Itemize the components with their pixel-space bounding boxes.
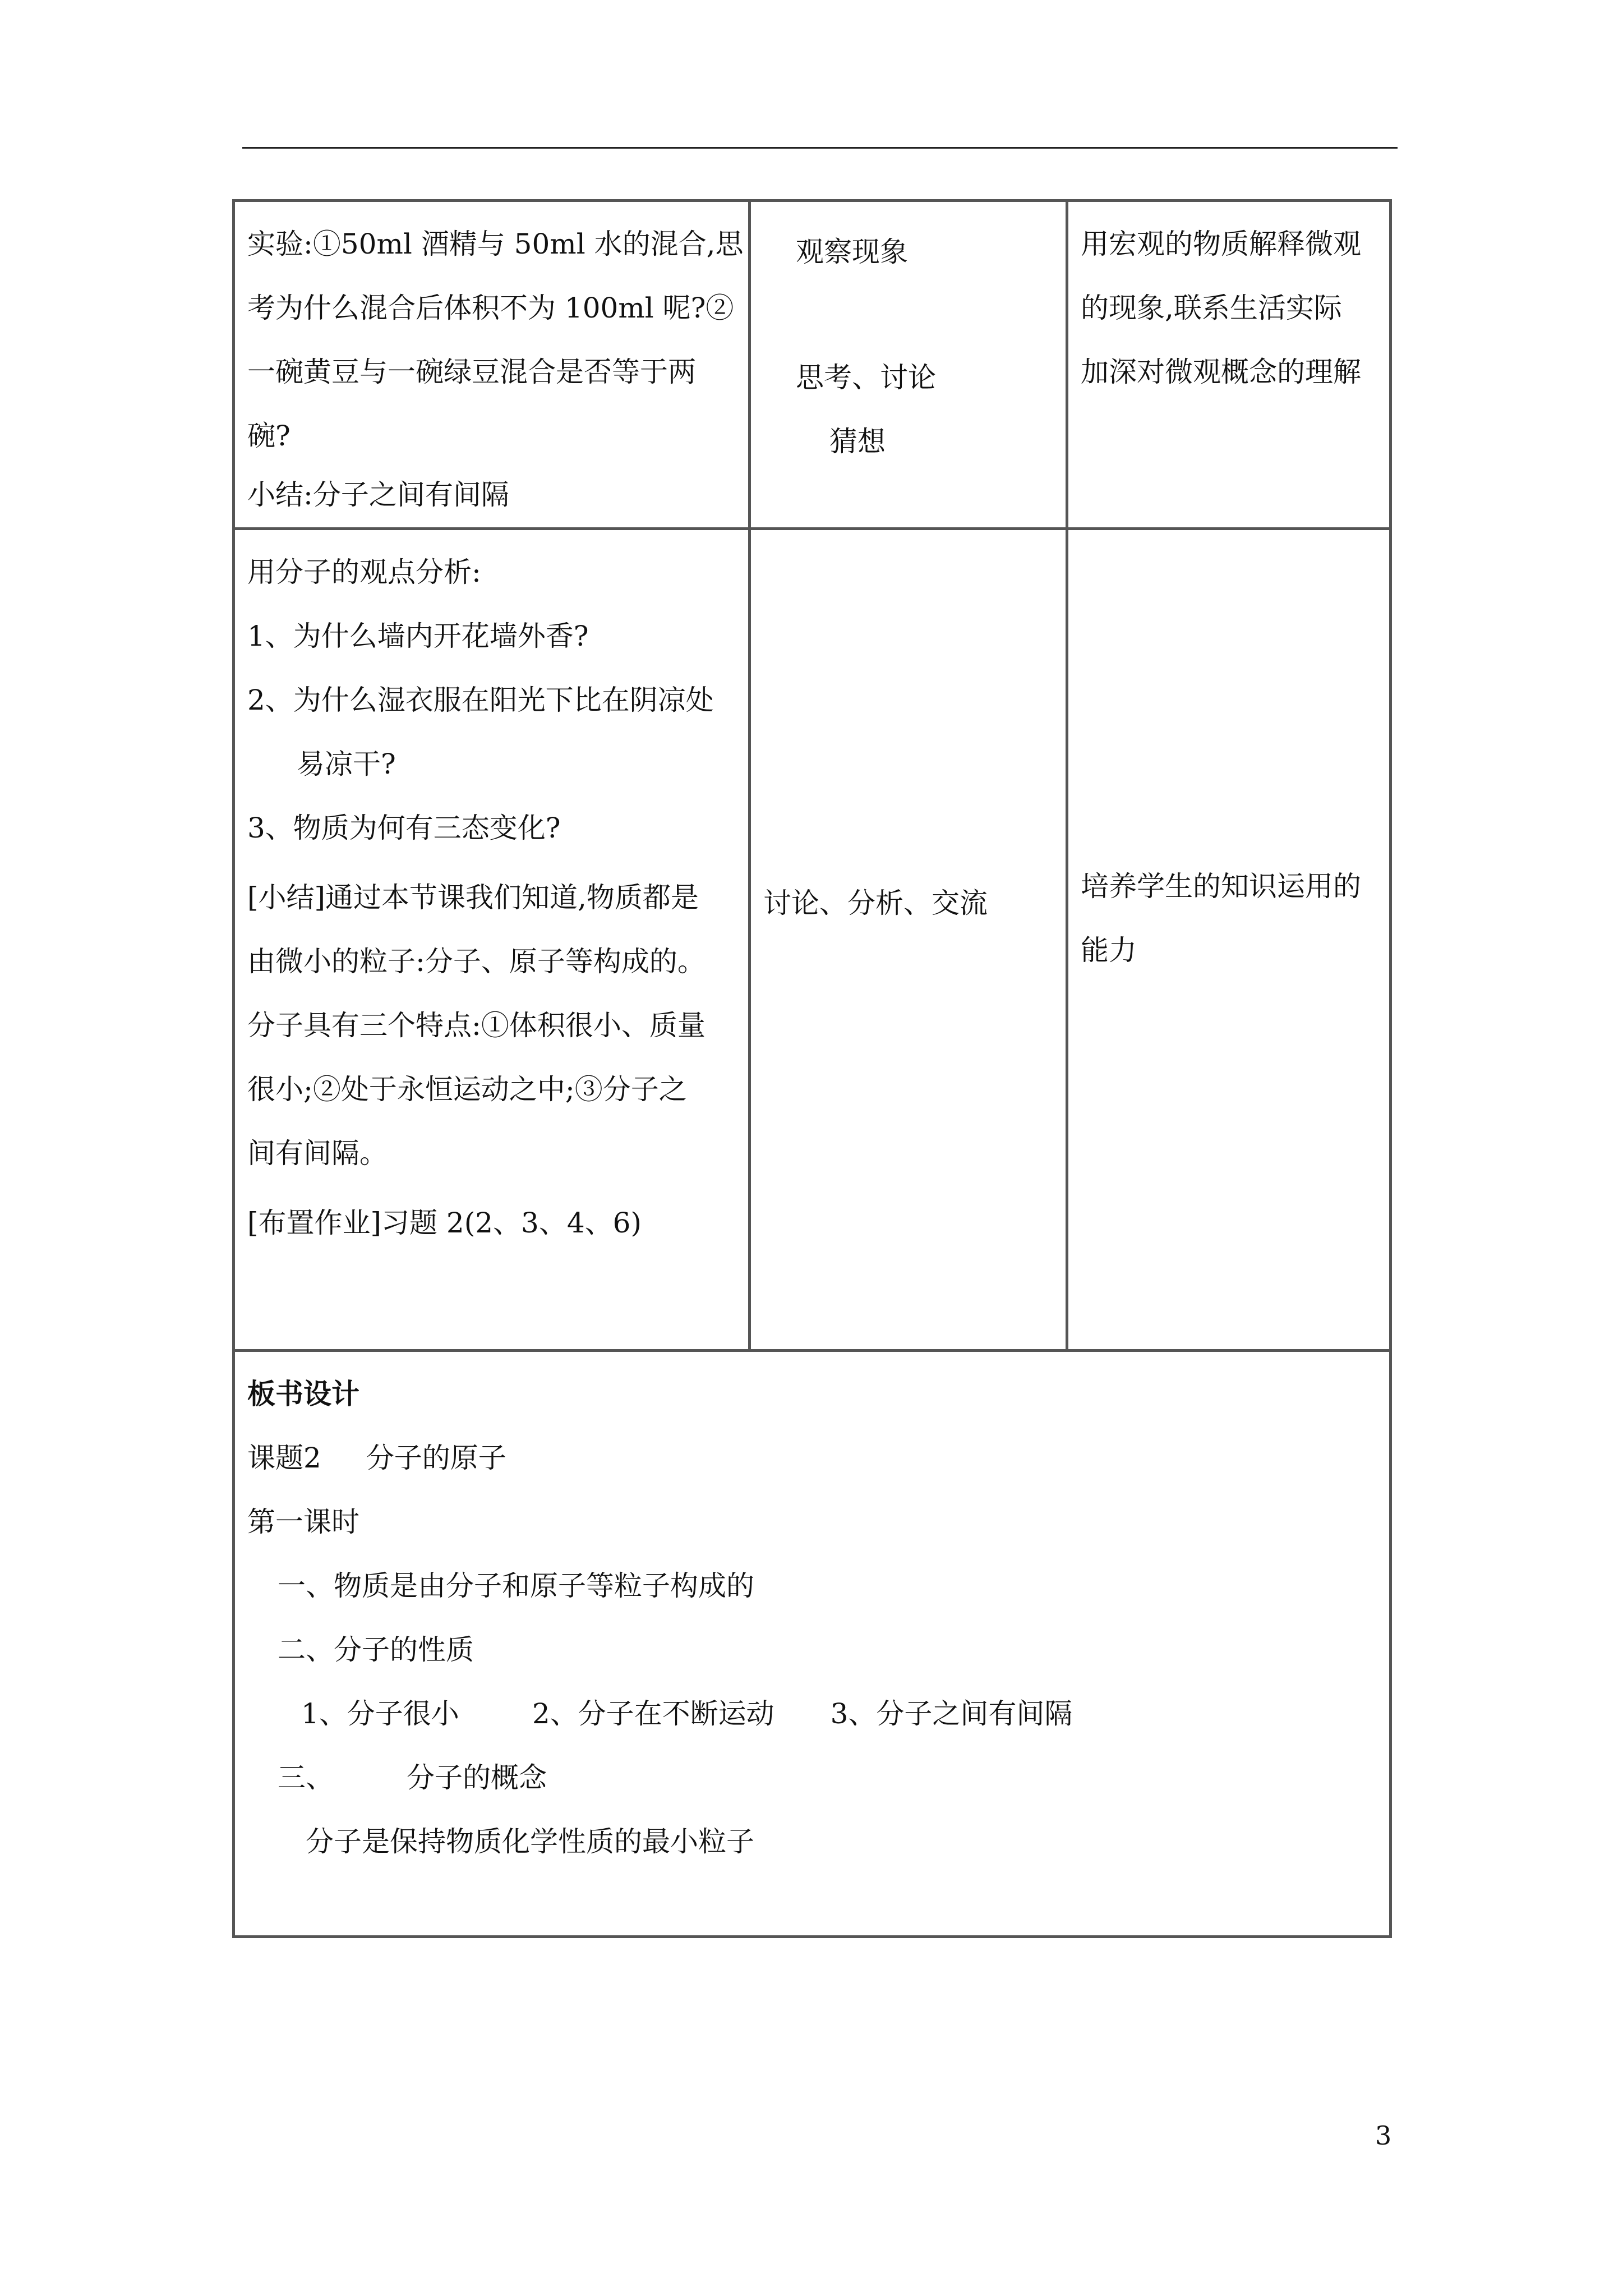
teacher-activity-cell xyxy=(235,202,751,527)
cell-line: 小结:分子之间有间隔 xyxy=(247,478,509,511)
cell-line: 很小;②处于永恒运动之中;③分子之 xyxy=(247,1073,687,1106)
cell-line: 的现象,联系生活实际 xyxy=(1081,292,1342,324)
header-rule xyxy=(242,147,1398,149)
cell-line: 间有间隔。 xyxy=(247,1137,388,1170)
lesson-period: 第一课时 xyxy=(247,1506,359,1538)
table-row xyxy=(232,527,1392,1349)
student-activity-cell xyxy=(751,530,1068,1349)
cell-line: 能力 xyxy=(1081,934,1137,967)
outline-item: 一、物质是由分子和原子等粒子构成的 xyxy=(278,1570,754,1602)
cell-line: 1、为什么墙内开花墙外香? xyxy=(247,620,589,652)
design-intent-cell xyxy=(1068,202,1389,527)
board-design-heading: 板书设计 xyxy=(247,1377,359,1410)
property-list xyxy=(247,1682,1377,1746)
cell-line: 由微小的粒子:分子、原子等构成的。 xyxy=(247,945,706,978)
cell-line: 用宏观的物质解释微观 xyxy=(1081,228,1361,260)
property-item: 3、分子之间有间隔 xyxy=(830,1697,1073,1730)
outline-item: 二、分子的性质 xyxy=(278,1634,474,1666)
topic-number: 课题2 xyxy=(247,1442,321,1474)
table-row xyxy=(232,1349,1392,1938)
cell-line: [布置作业]习题 2(2、3、4、6) xyxy=(247,1207,642,1239)
outline-title: 分子的概念 xyxy=(407,1761,547,1794)
teacher-activity-cell xyxy=(235,530,751,1349)
cell-line: 培养学生的知识运用的 xyxy=(1081,870,1361,903)
student-activity-cell xyxy=(751,202,1068,527)
cell-line: 3、物质为何有三态变化? xyxy=(247,812,561,844)
outline-item xyxy=(247,1746,1377,1810)
cell-line: 考为什么混合后体积不为 100ml 呢?② xyxy=(247,292,734,324)
cell-line: 观察现象 xyxy=(796,236,908,268)
cell-line: 碗? xyxy=(247,420,291,452)
cell-line: 思考、讨论 xyxy=(796,361,936,394)
property-item: 1、分子很小 xyxy=(301,1697,459,1730)
design-intent-cell xyxy=(1068,530,1389,1349)
molecule-definition: 分子是保持物质化学性质的最小粒子 xyxy=(306,1825,754,1858)
cell-line: 猜想 xyxy=(829,425,886,458)
lesson-table xyxy=(232,199,1392,1938)
board-design-cell xyxy=(235,1352,1389,1935)
cell-line: 用分子的观点分析: xyxy=(247,556,481,588)
cell-line: 加深对微观概念的理解 xyxy=(1081,356,1361,388)
cell-line: 实验:①50ml 酒精与 50ml 水的混合,思 xyxy=(247,228,744,260)
cell-line: 一碗黄豆与一碗绿豆混合是否等于两 xyxy=(247,356,696,388)
cell-line: [小结]通过本节课我们知道,物质都是 xyxy=(247,881,699,914)
topic-line xyxy=(247,1426,1377,1490)
table-row xyxy=(232,199,1392,527)
page-number: 3 xyxy=(1375,2120,1392,2151)
topic-title: 分子的原子 xyxy=(366,1442,506,1474)
cell-line: 分子具有三个特点:①体积很小、质量 xyxy=(247,1009,706,1042)
cell-line: 讨论、分析、交流 xyxy=(763,887,988,919)
outline-number: 三、 xyxy=(278,1761,334,1794)
cell-line: 2、为什么湿衣服在阳光下比在阴凉处 xyxy=(247,684,714,716)
cell-line: 易凉干? xyxy=(297,748,396,780)
property-item: 2、分子在不断运动 xyxy=(532,1697,774,1730)
